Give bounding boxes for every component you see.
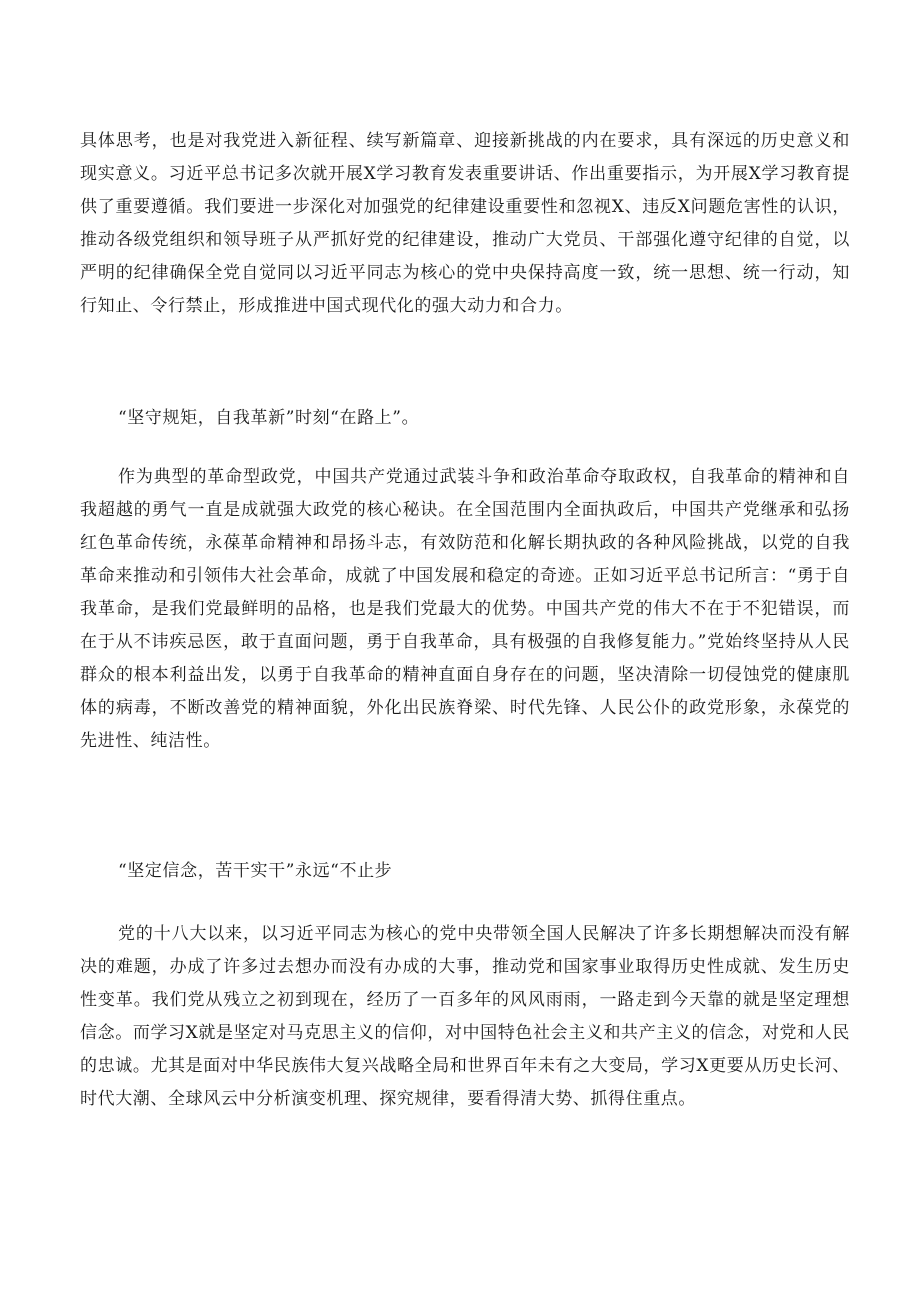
paragraph-1: 具体思考，也是对我党进入新征程、续写新篇章、迎接新挑战的内在要求，具有深远的历史意义和现实意义。习近平总书记多次就开展X学习教育发表重要讲话、作出重要指示，为开展X学习教育提供了重要遵循。我们要进一步深化对加强党的纪律建设重要性和忽视X、违反X问题危害性的认识，推动各级党组织和领导班子从严抓好党的纪律建设，推动广大党员、干部强化遵守纪律的自觉，以严明的纪律确保全党自觉同以习近平同志为核心的党中央保持高度一致，统一思想、统一行动，知行知止、令行禁止，形成推进中国式现代化的强大动力和合力。 [80,131,850,316]
section-heading-1: “坚守规矩，自我革新”时刻“在路上”。 [118,408,420,428]
section-heading-2: “坚定信念，苦干实干”永远“不止步 [118,861,393,881]
paragraph-2: 作为典型的革命型政党，中国共产党通过武装斗争和政治革命夺取政权，自我革命的精神和自我超越的勇气一直是成就强大政党的核心秘诀。在全国范围内全面执政后，中国共产党继承和弘扬红色革命传统，永葆革命精神和昂扬斗志，有效防范和化解长期执政的各种风险挑战，以党的自我革命来推动和引领伟大社会革命，成就了中国发展和稳定的奇迹。正如习近平总书记所言：“勇于自我革命，是我们党最鲜明的品格，也是我们党最大的优势。中国共产党的伟大不在于不犯错误，而在于从不讳疾忌医，敢于直面问题，勇于自我革命，具有极强的自我修复能力。”党始终坚持从人民群众的根本利益出发，以勇于自我革命的精神直面自身存在的问题，坚决清除一切侵蚀党的健康肌体的病毒，不断改善党的精神面貌，外化出民族脊梁、时代先锋、人民公仆的政党形象，永葆党的先进性、纯洁性。 [80,467,850,751]
paragraph-3: 党的十八大以来，以习近平同志为核心的党中央带领全国人民解决了许多长期想解决而没有解决的难题，办成了许多过去想办而没有办成的大事，推动党和国家事业取得历史性成就、发生历史性变革。我们党从残立之初到现在，经历了一百多年的风风雨雨，一路走到今天靠的就是坚定理想信念。而学习X就是坚定对马克思主义的信仰，对中国特色社会主义和共产主义的信念，对党和人民的忠诚。尤其是面对中华民族伟大复兴战略全局和世界百年未有之大变局，学习X更要从历史长河、时代大潮、全球风云中分析演变机理、探究规律，要看得清大势、抓得住重点。 [80,924,850,1109]
